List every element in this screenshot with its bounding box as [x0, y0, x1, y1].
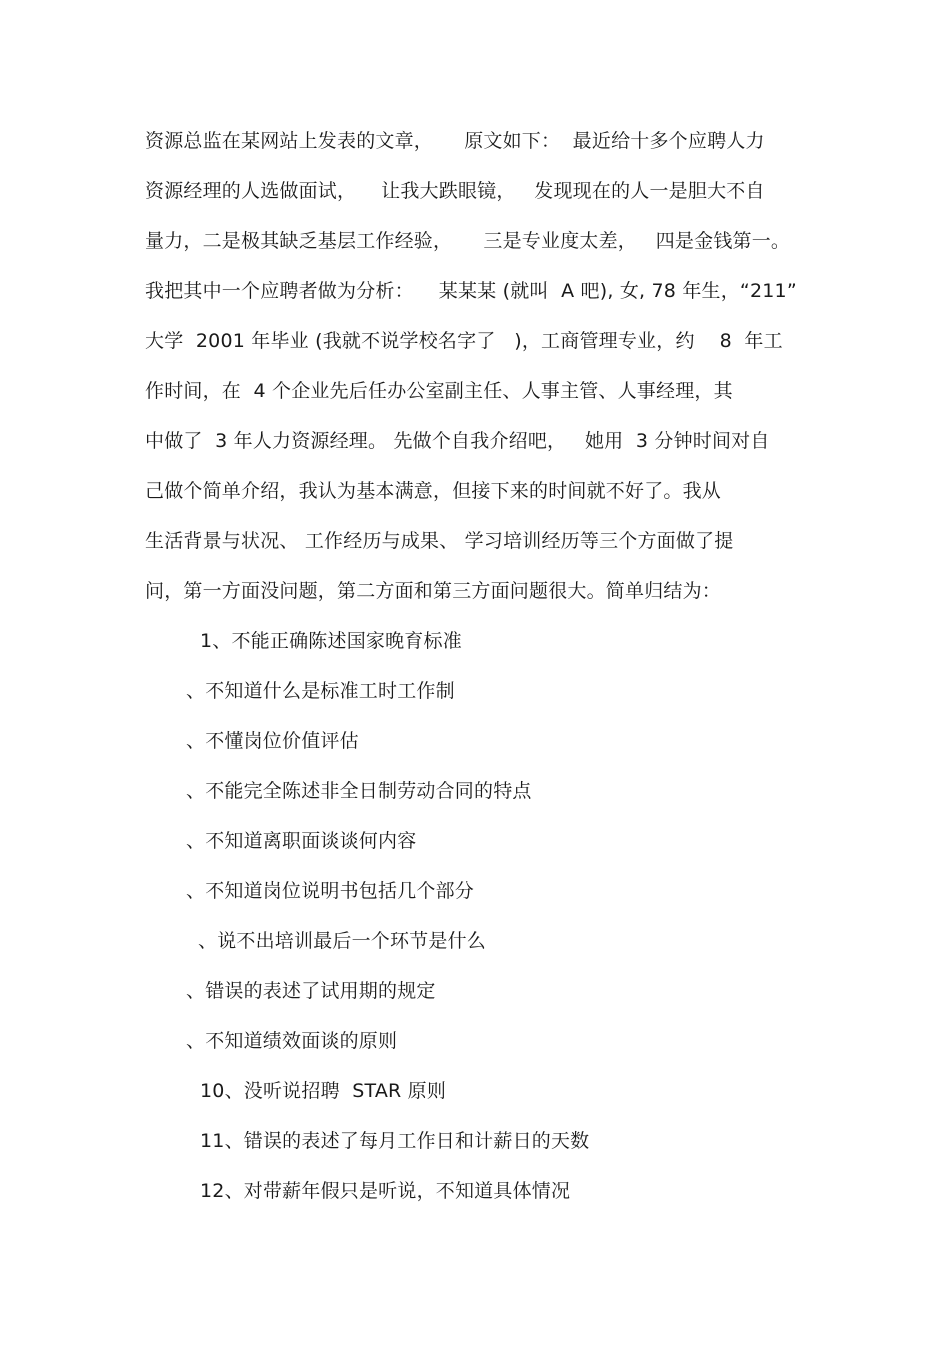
paragraph-line: 中做了 3 年人力资源经理。 先做个自我介绍吧， 她用 3 分钟时间对自 [145, 430, 770, 452]
paragraph-line: 作时间，在 4 个企业先后任办公室副主任、人事主管、人事经理，其 [145, 380, 733, 402]
paragraph-line: 资源总监在某网站上发表的文章， 原文如下： 最近给十多个应聘人力 [145, 130, 765, 152]
list-item: 、不知道绩效面谈的原则 [186, 1030, 398, 1052]
list-item: 、说不出培训最后一个环节是什么 [198, 930, 487, 952]
list-item: 、不知道岗位说明书包括几个部分 [186, 880, 475, 902]
list-item: 10、没听说招聘 STAR 原则 [200, 1080, 447, 1102]
paragraph-line: 量力，二是极其缺乏基层工作经验， 三是专业度太差， 四是金钱第一。 [145, 230, 791, 252]
list-item: 、错误的表述了试用期的规定 [186, 980, 436, 1002]
list-item: 1、不能正确陈述国家晚育标准 [200, 630, 462, 652]
list-item: 、不懂岗位价值评估 [186, 730, 359, 752]
list-item: 11、错误的表述了每月工作日和计薪日的天数 [200, 1130, 590, 1152]
paragraph-line: 问，第一方面没问题，第二方面和第三方面问题很大。简单归结为： [145, 580, 722, 602]
paragraph-line: 生活背景与状况、 工作经历与成果、 学习培训经历等三个方面做了提 [145, 530, 734, 552]
paragraph-line: 资源经理的人选做面试， 让我大跌眼镜， 发现现在的人一是胆大不自 [145, 180, 765, 202]
list-item: 、不能完全陈述非全日制劳动合同的特点 [186, 780, 532, 802]
paragraph-line: 我把其中一个应聘者做为分析： 某某某 (就叫 A 吧), 女, 78 年生，“211” [145, 280, 797, 302]
paragraph-line: 己做个简单介绍，我认为基本满意，但接下来的时间就不好了。我从 [145, 480, 722, 502]
paragraph-line: 大学 2001 年毕业 (我就不说学校名字了 )，工商管理专业，约 8 年工 [145, 330, 783, 352]
list-item: 12、对带薪年假只是听说，不知道具体情况 [200, 1180, 571, 1202]
list-item: 、不知道什么是标准工时工作制 [186, 680, 455, 702]
list-item: 、不知道离职面谈谈何内容 [186, 830, 417, 852]
